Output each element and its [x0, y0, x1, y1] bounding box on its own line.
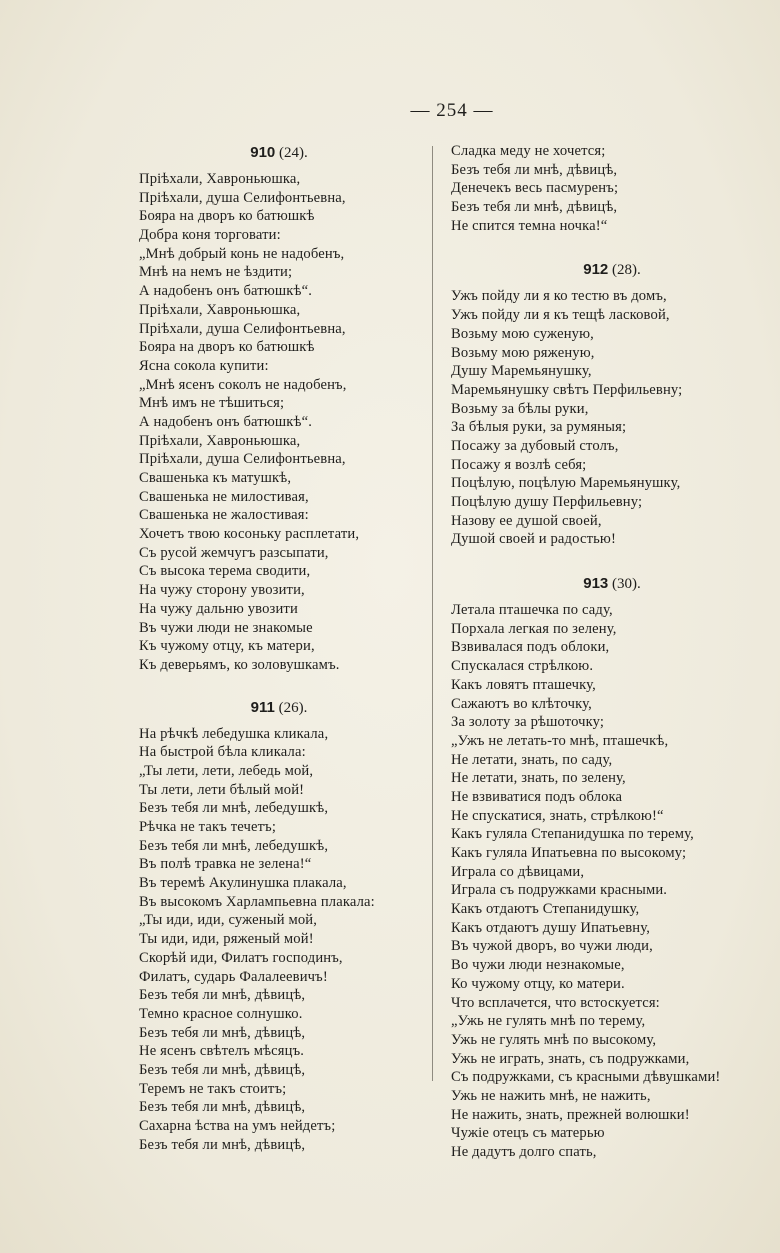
poem-913-count: (30).: [612, 576, 641, 593]
verse-line: Играла съ подружками красными.: [451, 882, 668, 899]
poem-911-count: (26).: [278, 699, 308, 716]
verse-line: Не спится темна ночка!“: [451, 217, 608, 234]
verse-line: Поцѣлую душу Перфильевну;: [451, 494, 643, 510]
verse-line: Чужіе отецъ съ матерью: [451, 1125, 605, 1142]
verse-line: „Ты иди, иди, суженый мой,: [139, 912, 318, 929]
verse-line: Назову ее душой своей,: [451, 512, 602, 529]
verse-line: А надобенъ онъ батюшкѣ“.: [139, 413, 312, 430]
verse-line: Съ высока терема сводити,: [139, 563, 311, 580]
poem-913-body: [451, 601, 773, 1162]
verse-line: Пріѣхали, Хавроньюшка,: [139, 432, 301, 449]
verse-line: Безъ тебя ли мнѣ, дѣвицѣ,: [139, 1099, 306, 1116]
verse-line: На рѣчкѣ лебедушка кликала,: [139, 725, 329, 742]
verse-line: Съ русой жемчугъ разсыпати,: [139, 544, 329, 561]
verse-line: Сажаютъ во клѣточку,: [451, 695, 592, 712]
poem-911-continuation: [451, 142, 773, 235]
verse-line: Въ высокомъ Харлампьевна плакала:: [139, 893, 375, 910]
column-divider: [432, 146, 433, 1081]
verse-line: Мнѣ на немъ не ѣздити;: [139, 264, 293, 281]
verse-line: Бояра на дворъ ко батюшкѣ: [139, 208, 315, 225]
verse-line: Взвивалася подъ облоки,: [451, 639, 610, 656]
verse-line: Во чужи люди незнакомые,: [451, 957, 625, 974]
verse-line: Не взвиватися подъ облока: [451, 788, 623, 805]
verse-line: Въ чужой дворъ, во чужи люди,: [451, 938, 653, 955]
verse-line: Пріѣхали, Хавроньюшка,: [139, 301, 301, 318]
verse-line: „Ужъ не летать-то мнѣ, пташечкѣ,: [451, 732, 669, 749]
verse-line: Безъ тебя ли мнѣ, дѣвицѣ,: [139, 1061, 306, 1078]
verse-line: Летала пташечка по саду,: [451, 602, 613, 619]
poem-910-heading: [139, 142, 419, 164]
verse-line: Бояра на дворъ ко батюшкѣ: [139, 339, 315, 356]
poem-911-body: [139, 725, 419, 1155]
verse-line: Пріѣхали, душа Селифонтьевна,: [139, 451, 346, 468]
verse-line: На чужу дальню увозити: [139, 600, 298, 617]
verse-line: Безъ тебя ли мнѣ, дѣвицѣ,: [139, 987, 306, 1004]
verse-line: Не дадутъ долго спать,: [451, 1144, 597, 1160]
verse-line: Поцѣлую, поцѣлую Маремьянушку,: [451, 475, 681, 492]
left-column: [139, 142, 419, 1154]
page-number: — 254 —: [410, 100, 494, 121]
verse-line: Свашенька не милостивая,: [139, 488, 309, 505]
poem-910-count: (24).: [279, 145, 308, 161]
verse-line: Сладка меду не хочется;: [451, 143, 606, 159]
poem-912-count: (28).: [612, 262, 641, 279]
verse-line: Безъ тебя ли мнѣ, дѣвицѣ,: [139, 1024, 306, 1041]
verse-line: Душу Маремьянушку,: [451, 363, 592, 380]
verse-line: Душой своей и радостью!: [451, 531, 616, 548]
verse-line: Какъ ловятъ пташечку,: [451, 676, 596, 693]
verse-line: Съ подружками, съ красными дѣвушками!: [451, 1069, 721, 1086]
right-column: [451, 142, 773, 1162]
verse-line: Ты лети, лети бѣлый мой!: [139, 781, 305, 798]
verse-line: Не нажить, знать, прежней волюшки!: [451, 1106, 690, 1123]
verse-line: Не летати, знать, по саду,: [451, 751, 613, 768]
verse-line: Возьму за бѣлы руки,: [451, 400, 589, 417]
verse-line: Хочетъ твою косоньку расплетати,: [139, 526, 360, 543]
verse-line: Безъ тебя ли мнѣ, лебедушкѣ,: [139, 800, 329, 817]
verse-line: „Мнѣ добрый конь не надобенъ,: [139, 245, 345, 262]
verse-line: Играла со дѣвицами,: [451, 863, 585, 880]
verse-line: Какъ отдаютъ Степанидушку,: [451, 901, 640, 918]
verse-line: На чужу сторону увозити,: [139, 582, 305, 599]
poem-912-heading: [451, 259, 773, 281]
verse-line: Свашенька къ матушкѣ,: [139, 470, 292, 486]
verse-line: Пріѣхали, Хавроньюшка,: [139, 171, 301, 187]
poem-913-number: 913: [583, 575, 609, 593]
verse-line: Безъ тебя ли мнѣ, дѣвицѣ,: [451, 161, 618, 178]
verse-line: Къ деверьямъ, ко золовушкамъ.: [139, 656, 340, 673]
verse-line: Ужъ пойду ли я ко тестю въ домъ,: [451, 288, 667, 305]
verse-line: Ясна сокола купити:: [139, 357, 269, 374]
poem-912-body: [451, 287, 773, 549]
verse-line: Возьму мою ряженую,: [451, 344, 595, 361]
verse-line: Филатъ, сударь Фалалеевичъ!: [139, 968, 328, 985]
verse-line: Порхала легкая по зелену,: [451, 620, 617, 637]
poem-912-number: 912: [583, 261, 609, 279]
verse-line: Темно красное солнушко.: [139, 1005, 303, 1022]
verse-line: Въ полѣ травка не зелена!“: [139, 856, 312, 873]
verse-line: „Ты лети, лети, лебедь мой,: [139, 762, 314, 779]
verse-line: Какъ отдаютъ душу Ипатьевну,: [451, 919, 651, 936]
verse-line: Денечекъ весь пасмуренъ;: [451, 180, 619, 197]
poem-911-heading: [139, 697, 419, 719]
verse-line: Ужь не гулять мнѣ по высокому,: [451, 1031, 657, 1048]
verse-line: Въ теремѣ Акулинушка плакала,: [139, 875, 347, 892]
verse-line: Теремъ не такъ стоитъ;: [139, 1080, 287, 1097]
verse-line: Ужъ пойду ли я къ тещѣ ласковой,: [451, 307, 670, 324]
verse-line: Возьму мою суженую,: [451, 325, 594, 342]
verse-line: Свашенька не жалостивая:: [139, 507, 309, 524]
poem-913-heading: [451, 573, 773, 595]
verse-line: Ужь не играть, знать, съ подружками,: [451, 1050, 690, 1067]
verse-line: А надобенъ онъ батюшкѣ“.: [139, 283, 312, 300]
verse-line: Безъ тебя ли мнѣ, лебедушкѣ,: [139, 837, 329, 854]
verse-line: „Ужь не гулять мнѣ по терему,: [451, 1013, 646, 1030]
verse-line: Скорѣй иди, Филатъ господинъ,: [139, 949, 343, 966]
verse-line: Въ чужи люди не знакомые: [139, 619, 313, 636]
verse-line: Рѣчка не такъ течетъ;: [139, 819, 277, 835]
poem-910-number: 910: [250, 144, 276, 161]
verse-line: „Мнѣ ясенъ соколъ не надобенъ,: [139, 376, 347, 393]
verse-line: Ко чужому отцу, ко матери.: [451, 975, 625, 992]
verse-line: Безъ тебя ли мнѣ, дѣвицѣ,: [139, 1136, 306, 1153]
verse-line: Посажу я возлѣ себя;: [451, 456, 587, 473]
verse-line: На быстрой бѣла кликала:: [139, 744, 306, 761]
poem-910-body: [139, 170, 419, 675]
verse-line: Добра коня торговати:: [139, 227, 281, 244]
verse-line: Ужь не нажить мнѣ, не нажить,: [451, 1087, 651, 1104]
verse-line: Какъ гуляла Ипатьевна по высокому;: [451, 845, 687, 861]
verse-line: Спускалася стрѣлкою.: [451, 658, 594, 675]
verse-line: Пріѣхали, душа Селифонтьевна,: [139, 189, 346, 206]
verse-line: Сахарна ѣства на умъ нейдетъ;: [139, 1118, 336, 1134]
verse-line: Мнѣ имъ не тѣшиться;: [139, 395, 285, 412]
verse-line: За бѣлыя руки, за румяныя;: [451, 419, 627, 436]
verse-line: Посажу за дубовый столъ,: [451, 437, 619, 454]
verse-line: Не ясенъ свѣтелъ мѣсяцъ.: [139, 1043, 305, 1060]
poem-911-number: 911: [250, 698, 275, 716]
verse-line: Безъ тебя ли мнѣ, дѣвицѣ,: [451, 199, 618, 216]
verse-line: Какъ гуляла Степанидушка по терему,: [451, 826, 694, 843]
verse-line: Ты иди, иди, ряженый мой!: [139, 931, 314, 948]
verse-line: Не спускатися, знать, стрѣлкою!“: [451, 807, 664, 824]
verse-line: Пріѣхали, душа Селифонтьевна,: [139, 320, 346, 337]
verse-line: За золоту за рѣшоточку;: [451, 714, 605, 731]
verse-line: Не летати, знать, по зелену,: [451, 770, 626, 787]
verse-line: Къ чужому отцу, къ матери,: [139, 638, 315, 655]
verse-line: Что всплачется, что встоскуется:: [451, 994, 660, 1011]
verse-line: Маремьянушку свѣтъ Перфильевну;: [451, 381, 683, 398]
